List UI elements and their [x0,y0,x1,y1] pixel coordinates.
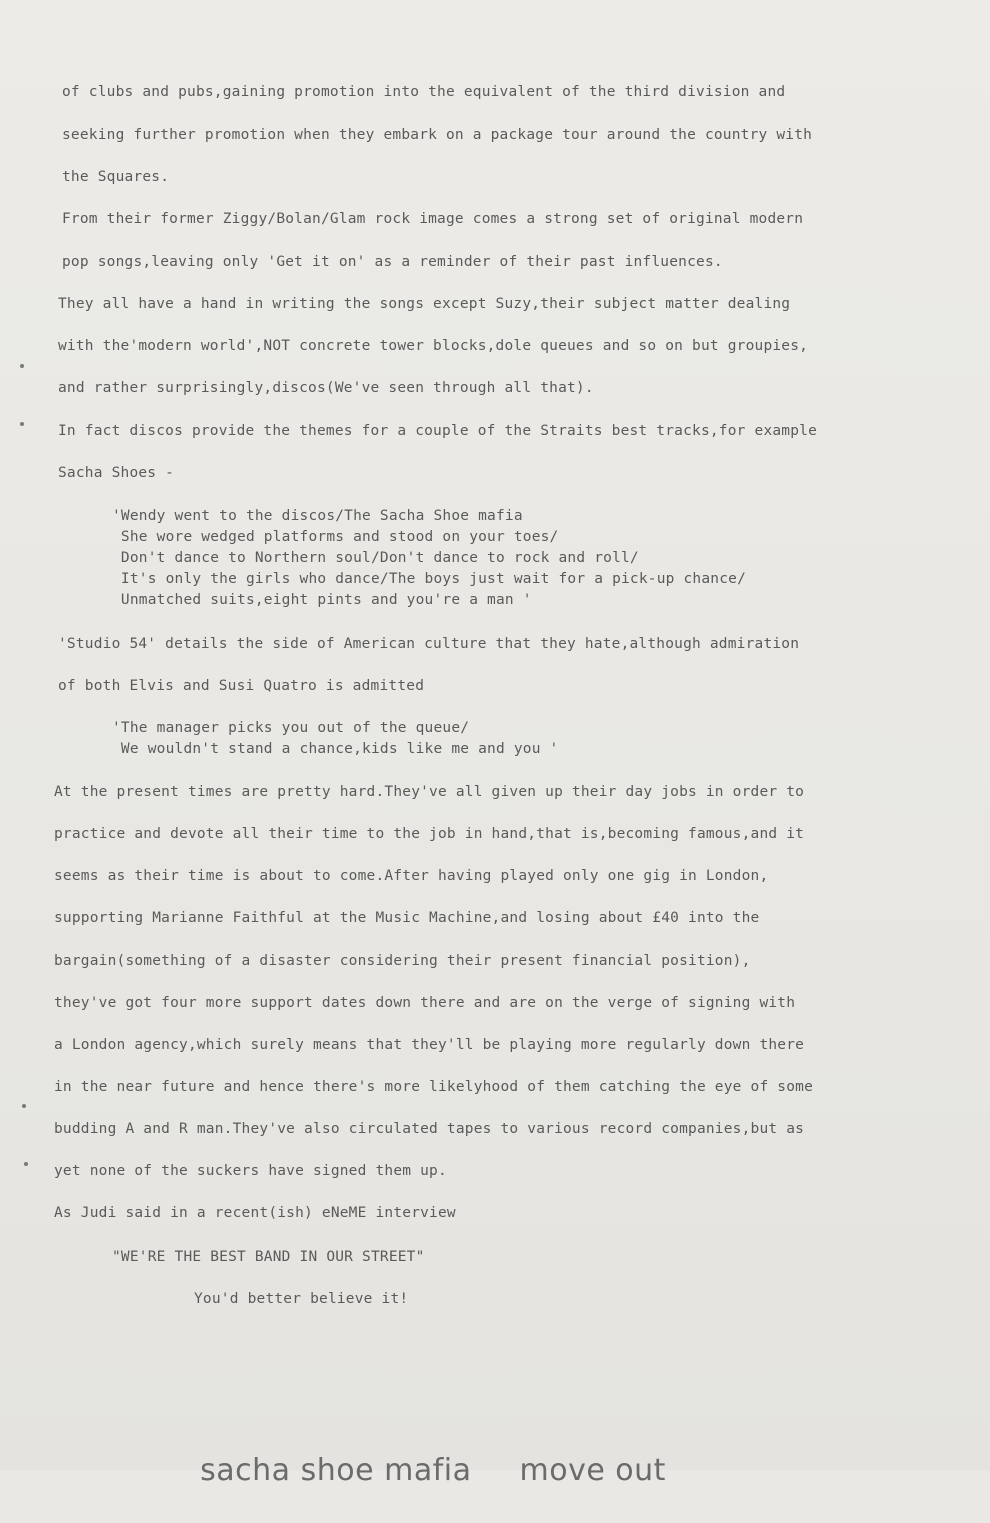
margin-mark [24,1162,28,1166]
text-line: supporting Marianne Faithful at the Music Machine,and losing about £40 into the [54,910,760,926]
text-line: of both Elvis and Susi Quatro is admitted [58,678,425,694]
text-line: From their former Ziggy/Bolan/Glam rock image comes a strong set of original modern [62,211,804,227]
text-line: budding A and R man.They've also circulated tapes to various record companies,but as [54,1121,805,1137]
lyric-line: Unmatched suits,eight pints and you're a man ' [112,592,532,608]
lyric-line: Don't dance to Northern soul/Don't dance to rock and roll/ [112,550,639,566]
margin-mark [22,1104,26,1108]
margin-mark [20,422,24,426]
footer-song-title: move out [519,1453,666,1488]
footer-title [160,1418,666,1523]
text-line: seeking further promotion when they embark on a package tour around the country with [62,127,813,143]
signoff: You'd better believe it! [194,1291,409,1307]
lyric-line: 'The manager picks you out of the queue/ [112,720,470,736]
text-line: a London agency,which surely means that they'll be playing more regularly down there [54,1037,805,1053]
text-line: of clubs and pubs,gaining promotion into the equivalent of the third division and [62,84,786,100]
text-line: they've got four more support dates down there and are on the verge of signing with [54,995,796,1011]
text-line: practice and devote all their time to the job in hand,that is,becoming famous,and it [54,826,805,842]
lyric-line: 'Wendy went to the discos/The Sacha Shoe mafia [112,508,523,524]
text-line: At the present times are pretty hard.They've all given up their day jobs in order to [54,784,805,800]
margin-mark [20,364,24,368]
text-line: the Squares. [62,169,170,185]
text-line: yet none of the suckers have signed them up. [54,1163,447,1179]
text-line: In fact discos provide the themes for a couple of the Straits best tracks,for example [58,423,818,439]
text-line: seems as their time is about to come.After having played only one gig in London, [54,868,769,884]
text-line: in the near future and hence there's more likelyhood of them catching the eye of some [54,1079,814,1095]
text-line: They all have a hand in writing the songs except Suzy,their subject matter dealing [58,296,791,312]
text-line: pop songs,leaving only 'Get it on' as a reminder of their past influences. [62,254,723,270]
text-line: 'Studio 54' details the side of American culture that they hate,although admiration [58,636,800,652]
band-quote: "WE'RE THE BEST BAND IN OUR STREET" [112,1249,425,1265]
text-line: As Judi said in a recent(ish) eNeME interview [54,1205,456,1221]
text-line: with the'modern world',NOT concrete tower blocks,dole queues and so on but groupies, [58,338,809,354]
lyric-line: We wouldn't stand a chance,kids like me and you ' [112,741,559,757]
footer-band-name: sacha shoe mafia [200,1453,472,1488]
lyric-line: She wore wedged platforms and stood on your toes/ [112,529,559,545]
text-line: Sacha Shoes - [58,465,175,481]
text-line: and rather surprisingly,discos(We've seen through all that). [58,380,594,396]
lyric-line: It's only the girls who dance/The boys just wait for a pick-up chance/ [112,571,747,587]
text-line: bargain(something of a disaster considering their present financial position), [54,953,751,969]
